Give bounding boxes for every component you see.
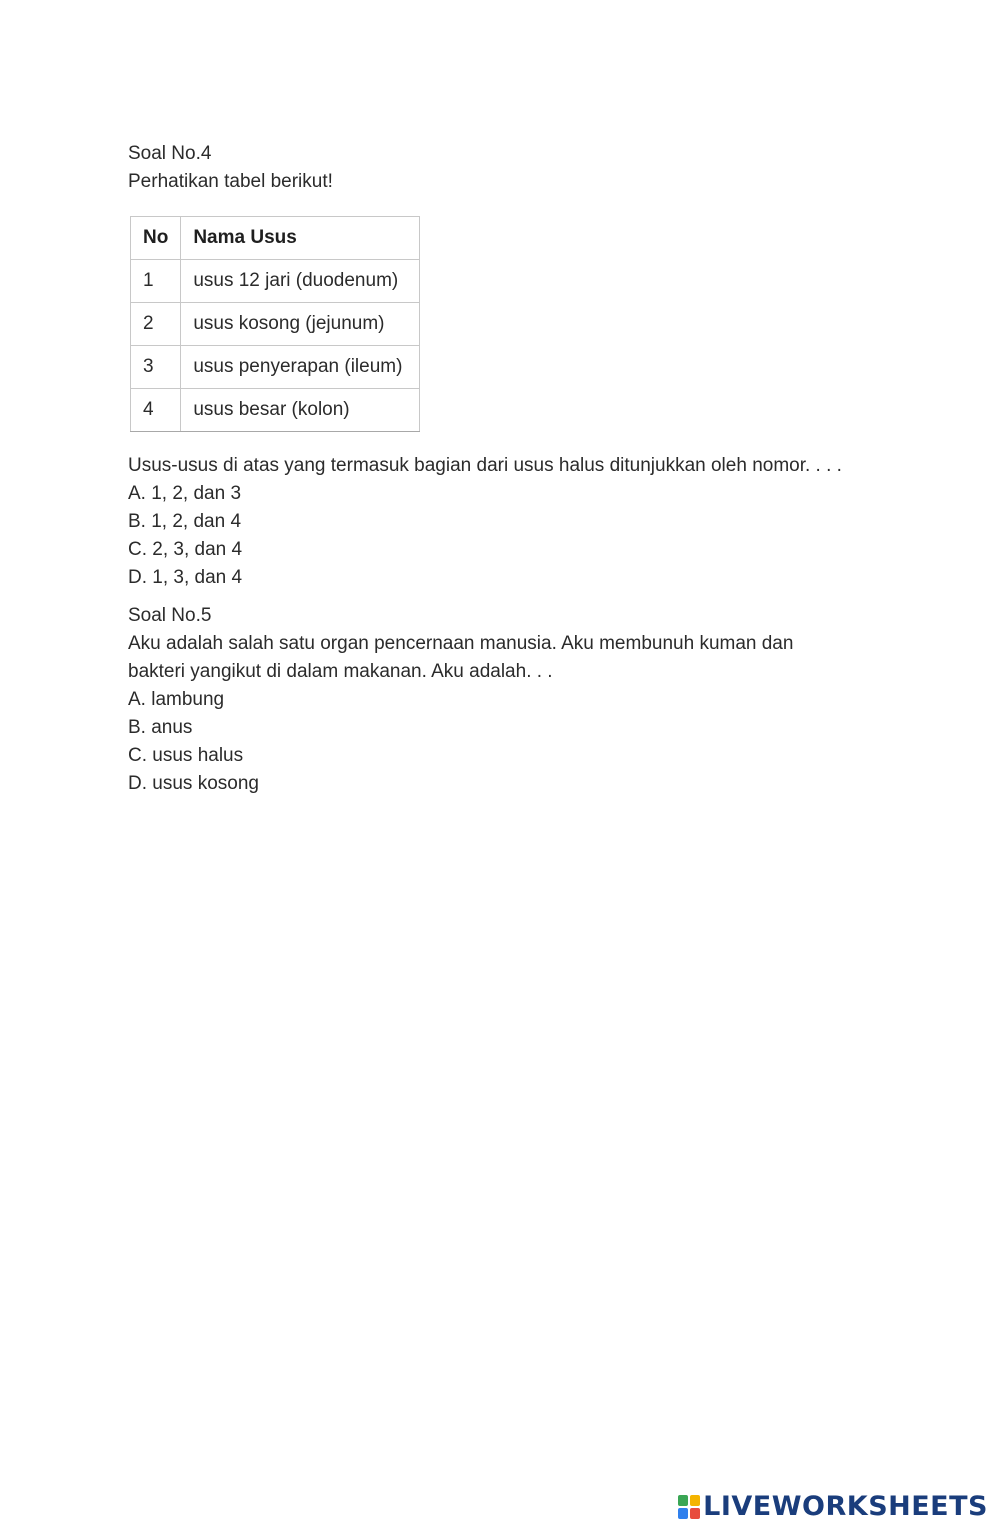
question-4-text: Usus-usus di atas yang termasuk bagian dari usus halus ditunjukkan oleh nomor. . . . xyxy=(128,455,842,476)
table-cell-name: usus 12 jari (duodenum) xyxy=(181,260,420,303)
table-cell-name: usus besar (kolon) xyxy=(181,389,420,432)
question-5-option-b: B. anus xyxy=(128,717,193,738)
question-4-option-d: D. 1, 3, dan 4 xyxy=(128,567,243,588)
table-header-row xyxy=(131,217,420,260)
question-5-option-d: D. usus kosong xyxy=(128,773,259,794)
question-5-option-a: A. lambung xyxy=(128,689,225,710)
question-4-option-c: C. 2, 3, dan 4 xyxy=(128,539,243,560)
logo-text: LIVEWORKSHEETS xyxy=(703,1491,988,1522)
table-row xyxy=(131,260,420,303)
table-cell-no: 4 xyxy=(131,389,181,432)
table-header-no: No xyxy=(131,217,181,260)
table-row xyxy=(131,389,420,432)
question-5-text-line-2: bakteri yangikut di dalam makanan. Aku adalah. . . xyxy=(128,661,553,682)
question-5-option-c: C. usus halus xyxy=(128,745,244,766)
table-cell-no: 3 xyxy=(131,346,181,389)
worksheet-content xyxy=(128,140,888,798)
question-4-intro: Perhatikan tabel berikut! xyxy=(128,171,333,192)
table-cell-name: usus kosong (jejunum) xyxy=(181,303,420,346)
question-4-title: Soal No.4 xyxy=(128,143,212,164)
question-4-option-a: A. 1, 2, dan 3 xyxy=(128,483,242,504)
table-cell-name: usus penyerapan (ileum) xyxy=(181,346,420,389)
question-5-text-line-1: Aku adalah salah satu organ pencernaan manusia. Aku membunuh kuman dan xyxy=(128,633,794,654)
liveworksheets-logo xyxy=(678,1491,988,1522)
table-header-name: Nama Usus xyxy=(181,217,420,260)
table-cell-no: 2 xyxy=(131,303,181,346)
table-row xyxy=(131,346,420,389)
question-4-option-b: B. 1, 2, dan 4 xyxy=(128,511,242,532)
intestine-table xyxy=(130,216,420,432)
question-5-title: Soal No.5 xyxy=(128,605,212,626)
table-row xyxy=(131,303,420,346)
table-cell-no: 1 xyxy=(131,260,181,303)
liveworksheets-logo-icon xyxy=(678,1495,700,1519)
